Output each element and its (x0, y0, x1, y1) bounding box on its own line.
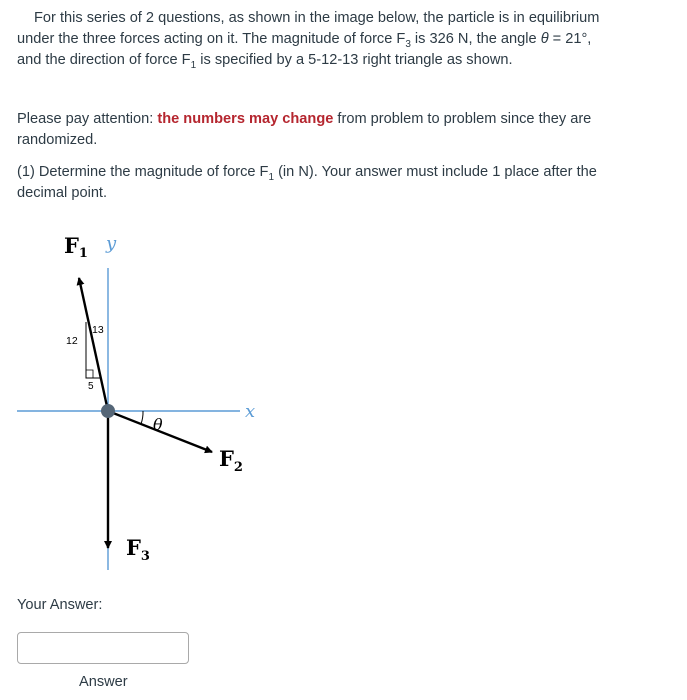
triangle-5-label: 5 (88, 381, 94, 392)
f3-label: $F_3$ (126, 535, 150, 564)
theta-arc (141, 411, 143, 424)
problem-intro: For this series of 2 questions, as shown in the image below, the particle is in equilibrium under the three forces acting on it. The magnitude of force $F_3$ is 326 N, the angle θ = 21°, and the direction of force $F_1$ is specified by a 5-12-13 right triangle as shown. (17, 10, 600, 71)
x-axis-label: x (245, 401, 256, 422)
right-angle-marker (86, 370, 93, 378)
y-axis-label: y (106, 233, 117, 254)
f1-label: F1 (64, 233, 88, 261)
your-answer-label: Your Answer: (17, 597, 103, 613)
answer-input[interactable] (17, 632, 189, 664)
randomization-notice: Please pay attention: the numbers may change from problem to problem since they are randomized. (17, 111, 592, 148)
notice-highlight: the numbers may change (157, 111, 334, 127)
triangle-12-label: 12 (66, 335, 78, 347)
answer-caption: Answer (79, 674, 128, 690)
f2-label: $F_2$ (219, 446, 243, 475)
question-text: (1) Determine the magnitude of force $F_1$ (in N). Your answer must include 1 place after the decimal point. (17, 164, 597, 201)
theta-label: θ (153, 415, 163, 434)
triangle-13-label: 13 (92, 324, 104, 336)
particle (101, 404, 115, 418)
